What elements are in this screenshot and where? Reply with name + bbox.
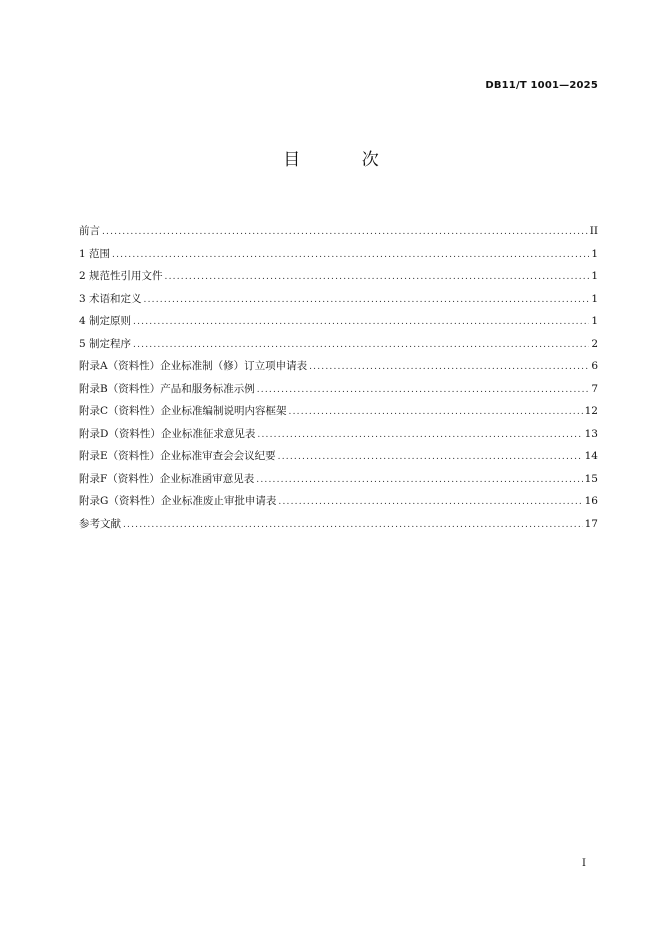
page-title: 目 次	[283, 150, 407, 170]
toc-entry-procedure[interactable]	[79, 336, 598, 359]
toc-entry-appendix-g[interactable]	[79, 493, 598, 516]
toc-entry-bibliography[interactable]	[79, 516, 598, 539]
toc-entry-page: 7	[591, 382, 598, 395]
toc-entry-label: 附录F（资料性）企业标准函审意见表	[79, 472, 255, 485]
toc-dot-leader	[289, 404, 583, 420]
toc-entry-page: II	[589, 225, 598, 237]
toc-entry-page: 13	[584, 427, 598, 440]
toc-dot-leader	[278, 494, 582, 510]
toc-entry-label: 附录B（资料性）产品和服务标准示例	[79, 382, 255, 395]
toc-entry-label: 1 范围	[79, 247, 111, 260]
toc-entry-label: 附录C（资料性）企业标准编制说明内容框架	[79, 405, 287, 417]
toc-entry-label: 附录D（资料性）企业标准征求意见表	[79, 427, 256, 440]
toc-entry-label: 3 术语和定义	[79, 292, 142, 305]
toc-entry-page: 1	[591, 270, 598, 282]
toc-entry-page: 15	[584, 472, 598, 485]
toc-entry-page: 1	[591, 315, 598, 327]
toc-entry-label: 5 制定程序	[79, 337, 132, 350]
toc-dot-leader	[133, 314, 589, 330]
toc-entry-appendix-e[interactable]	[79, 448, 598, 471]
toc-entry-appendix-f[interactable]	[79, 471, 598, 494]
toc-entry-label: 附录E（资料性）企业标准审查会会议纪要	[79, 450, 276, 462]
toc-entry-terms-definitions[interactable]	[79, 291, 598, 314]
toc-entry-label: 2 规范性引用文件	[79, 270, 163, 282]
table-of-contents	[79, 223, 598, 538]
toc-dot-leader	[257, 382, 590, 398]
toc-entry-label: 前言	[79, 225, 100, 237]
toc-entry-foreword[interactable]	[79, 223, 598, 246]
toc-entry-label: 参考文献	[79, 517, 121, 530]
toc-dot-leader	[123, 517, 583, 533]
toc-entry-appendix-a[interactable]	[79, 358, 598, 381]
toc-entry-appendix-c[interactable]	[79, 403, 598, 426]
toc-entry-page: 2	[591, 337, 598, 350]
toc-entry-appendix-b[interactable]	[79, 381, 598, 404]
toc-entry-label: 附录A（资料性）企业标准制（修）订立项申请表	[79, 360, 308, 372]
toc-dot-leader	[112, 247, 589, 263]
toc-dot-leader	[309, 359, 589, 375]
toc-dot-leader	[102, 224, 588, 240]
toc-dot-leader	[257, 427, 582, 443]
toc-entry-label: 附录G（资料性）企业标准废止审批申请表	[79, 495, 277, 507]
toc-entry-page: 16	[584, 495, 598, 507]
toc-entry-page: 12	[584, 405, 598, 417]
toc-entry-principles[interactable]	[79, 313, 598, 336]
toc-entry-normative-references[interactable]	[79, 268, 598, 291]
toc-dot-leader	[256, 472, 582, 488]
toc-dot-leader	[165, 269, 590, 285]
toc-dot-leader	[144, 292, 590, 308]
toc-entry-page: 6	[591, 360, 598, 372]
toc-entry-page: 1	[591, 247, 598, 260]
document-code: DB11/T 1001—2025	[485, 80, 598, 91]
toc-dot-leader	[278, 449, 583, 465]
toc-dot-leader	[133, 337, 589, 353]
toc-entry-appendix-d[interactable]	[79, 426, 598, 449]
toc-entry-scope[interactable]	[79, 246, 598, 269]
page-number: I	[582, 858, 586, 869]
toc-entry-page: 1	[591, 292, 598, 305]
toc-entry-page: 17	[584, 517, 598, 530]
toc-entry-page: 14	[584, 450, 598, 462]
toc-entry-label: 4 制定原则	[79, 315, 132, 327]
